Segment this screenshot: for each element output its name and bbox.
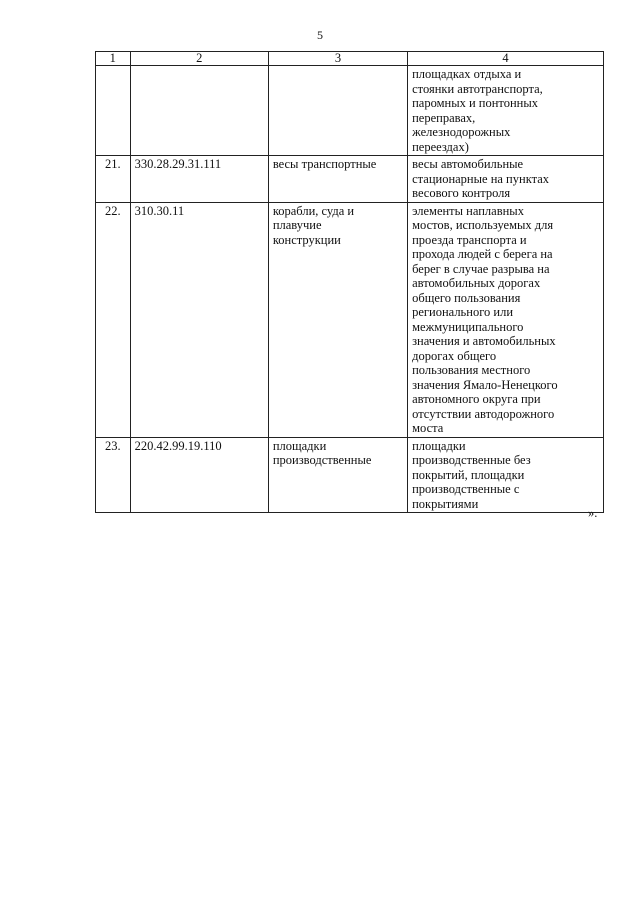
row-name [268,437,407,513]
row-description [408,66,604,156]
row-code [130,202,268,437]
row-description-text: весы автомобильные стационарные на пунктах весового контроля [412,157,550,200]
row-number [96,66,131,156]
row-code-text: 220.42.99.19.110 [134,438,222,453]
row-name-text: площадки производственные [272,438,372,467]
row-description-text: площадках отдыха и стоянки автотранспорта, паромных и понтонных переправах, железнодорожных переездах) [412,67,543,154]
row-name [268,202,407,437]
table-header-row [96,52,604,66]
row-name-text: корабли, суда и плавучие конструкции [272,203,355,247]
table-row [96,202,604,437]
document-table [95,51,604,513]
row-number-text: 23. [104,438,121,453]
row-number-text: 22. [104,203,121,218]
page-number: 5 [317,28,323,42]
row-name-text: весы транспортные [272,157,377,171]
column-header-4: 4 [408,52,604,66]
row-description-text: площадки производственные без покрытий, площадки производственные с покрытиями [412,438,531,511]
row-description [408,156,604,203]
row-name [268,66,407,156]
table-row [96,437,604,513]
row-name [268,156,407,203]
row-number [96,437,131,513]
row-code [130,156,268,203]
row-code-text: 330.28.29.31.111 [134,157,222,171]
column-header-1: 1 [96,52,131,66]
row-number [96,202,131,437]
table-row [96,156,604,203]
row-description-text: элементы наплавных мостов, используемых для проезда транспорта и прохода людей с берега на берег в случае разрыва на автомобильных дорогах общего пользования регионального или межмуниципального значения и автомобильных дорогах общего пользования местного значения Ямало-Ненецкого автономного округа при отсутствии автодорожного моста [412,203,558,435]
row-code [130,66,268,156]
table-row [96,66,604,156]
row-description [408,202,604,437]
row-description [408,437,604,513]
closing-quote-mark: ». [588,506,598,520]
row-number [96,156,131,203]
column-header-2: 2 [130,52,268,66]
row-code [130,437,268,513]
column-header-3: 3 [268,52,407,66]
row-code-text: 310.30.11 [134,203,185,218]
row-number-text: 21. [104,157,121,171]
